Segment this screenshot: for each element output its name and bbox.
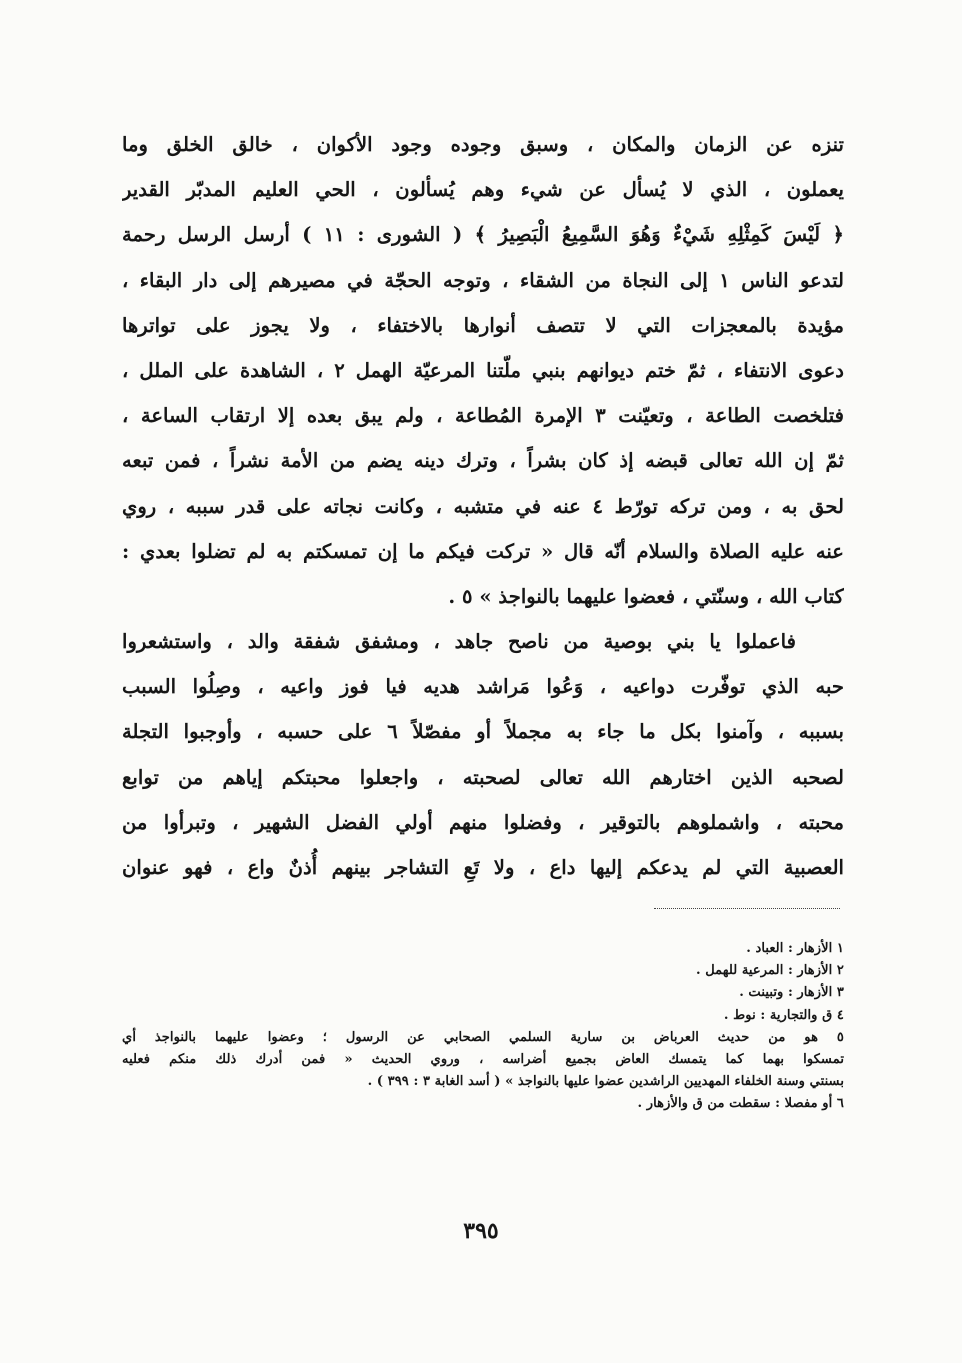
text-line: لحق به ، ومن تركه تورّط ٤ عنه في متشبه ، وكانت نجاته على قدر سببه ، روي — [122, 494, 844, 518]
text-line: حبه الذي توفّرت دواعيه ، وَعُوا مَراشد هديه فيا فوز واعيه ، وصِلُوا السبب — [122, 675, 844, 699]
footnote-continuation: تمسكوا بهما كما يتمسك العاض بجميع أضراسه ، وروي الحديث « فمن أدرك ذلك منكم فعليه — [122, 1051, 844, 1067]
text-line: تنزه عن الزمان والمكان ، وسبق وجوده وجود الأكوان ، خالق الخلق وما — [122, 133, 844, 156]
text-line: دعوى الانتفاء ، ثمّ ختم ديوانهم بنبي ملّتنا المرعيّة الهمل ٢ ، الشاهدة على الملل ، — [122, 358, 844, 382]
footnote: ٣ الأزهار : وتبينت . — [739, 985, 844, 1001]
footnote: ٢ الأزهار : المرعية للهمل . — [696, 963, 844, 979]
text-line: مؤيدة بالمعجزات التي لا تتصف أنوارها بالاختفاء ، ولا يجوز على تواترها — [122, 313, 844, 337]
text-line: فتلخصت الطاعة ، وتعيّنت ٣ الإمرة المُطاعة ، ولم يبق بعده إلا ارتقاب الساعة ، — [122, 404, 844, 428]
footnote: ٦ أو مفصلا : سقطت من ق والأزهار . — [637, 1096, 844, 1112]
text-line: لتدعو الناس ١ إلى النجاة من الشقاء ، وتوجه الحجّة في مصيرهم إلى دار البقاء ، — [122, 268, 844, 292]
text-line: محبته ، واشملوهم بالتوقير ، وفضلوا منهم أولي الفضل الشهير ، وتبرأوا من — [122, 810, 844, 834]
text-line: فاعملوا يا بني بوصية من ناصح جاهد ، ومشفق شفقة والد ، واستشعروا — [122, 630, 796, 654]
text-line: يعملون ، الذي لا يُسأل عن شيء وهم يُسألون ، الحي العليم المدبّر القدير — [122, 178, 844, 202]
page-number: ٣٩٥ — [463, 1218, 499, 1244]
text-line: العصبية التي لم يدعكم إليها داع ، ولا تَعِ التشاجر بينهم أُذنٌ واع ، فهو عنوان — [122, 856, 844, 879]
main-text — [122, 122, 844, 890]
footnote: ٤ ق والتجارية : نوط . — [723, 1007, 844, 1023]
footnote-continuation: بسنتي وسنة الخلفاء المهديين الراشدين عضوا عليها بالنواجذ » ( أسد الغابة ٣ : ٣٩٩ ) . — [367, 1074, 844, 1090]
text-line: كتاب الله ، وسنّتي ، فعضوا عليهما بالنواجذ » ٥ . — [448, 584, 844, 608]
footnote: ١ الأزهار : العباد . — [746, 941, 844, 956]
text-line: ﴿ لَيْسَ كَمِثْلِهِ شَيْءٌ وَهُوَ السَّمِيعُ الْبَصِيرُ ﴾ ( الشورى : ١١ ) أرسل الرسل رحمة — [122, 223, 844, 247]
footnote-separator — [654, 908, 840, 909]
footnotes — [122, 938, 844, 1116]
footnote: ٥ هو من حديث العرباض بن سارية السلمي الصحابي عن الرسول ؛ وعضوا عليهما بالنواجذ أي — [122, 1029, 844, 1045]
text-line: ثمّ إن الله تعالى قبضه إذ كان بشراً ، وترك دينه يضم من الأمة نشراً ، فمن تبعه — [122, 449, 844, 473]
text-line: بسببه ، وآمنوا بكل ما جاء به مجملاً أو مفصّلاً ٦ على حسبه ، وأوجبوا التجلة — [122, 720, 844, 744]
text-line: عنه عليه الصلاة والسلام أنّه قال « تركت فيكم ما إن تمسكتم به لم تضلوا بعدي : — [122, 539, 844, 563]
text-line: لصحبه الذين اختارهم الله تعالى لصحبته ، واجعلوا محبتكم إياهم من توابع — [122, 765, 844, 789]
